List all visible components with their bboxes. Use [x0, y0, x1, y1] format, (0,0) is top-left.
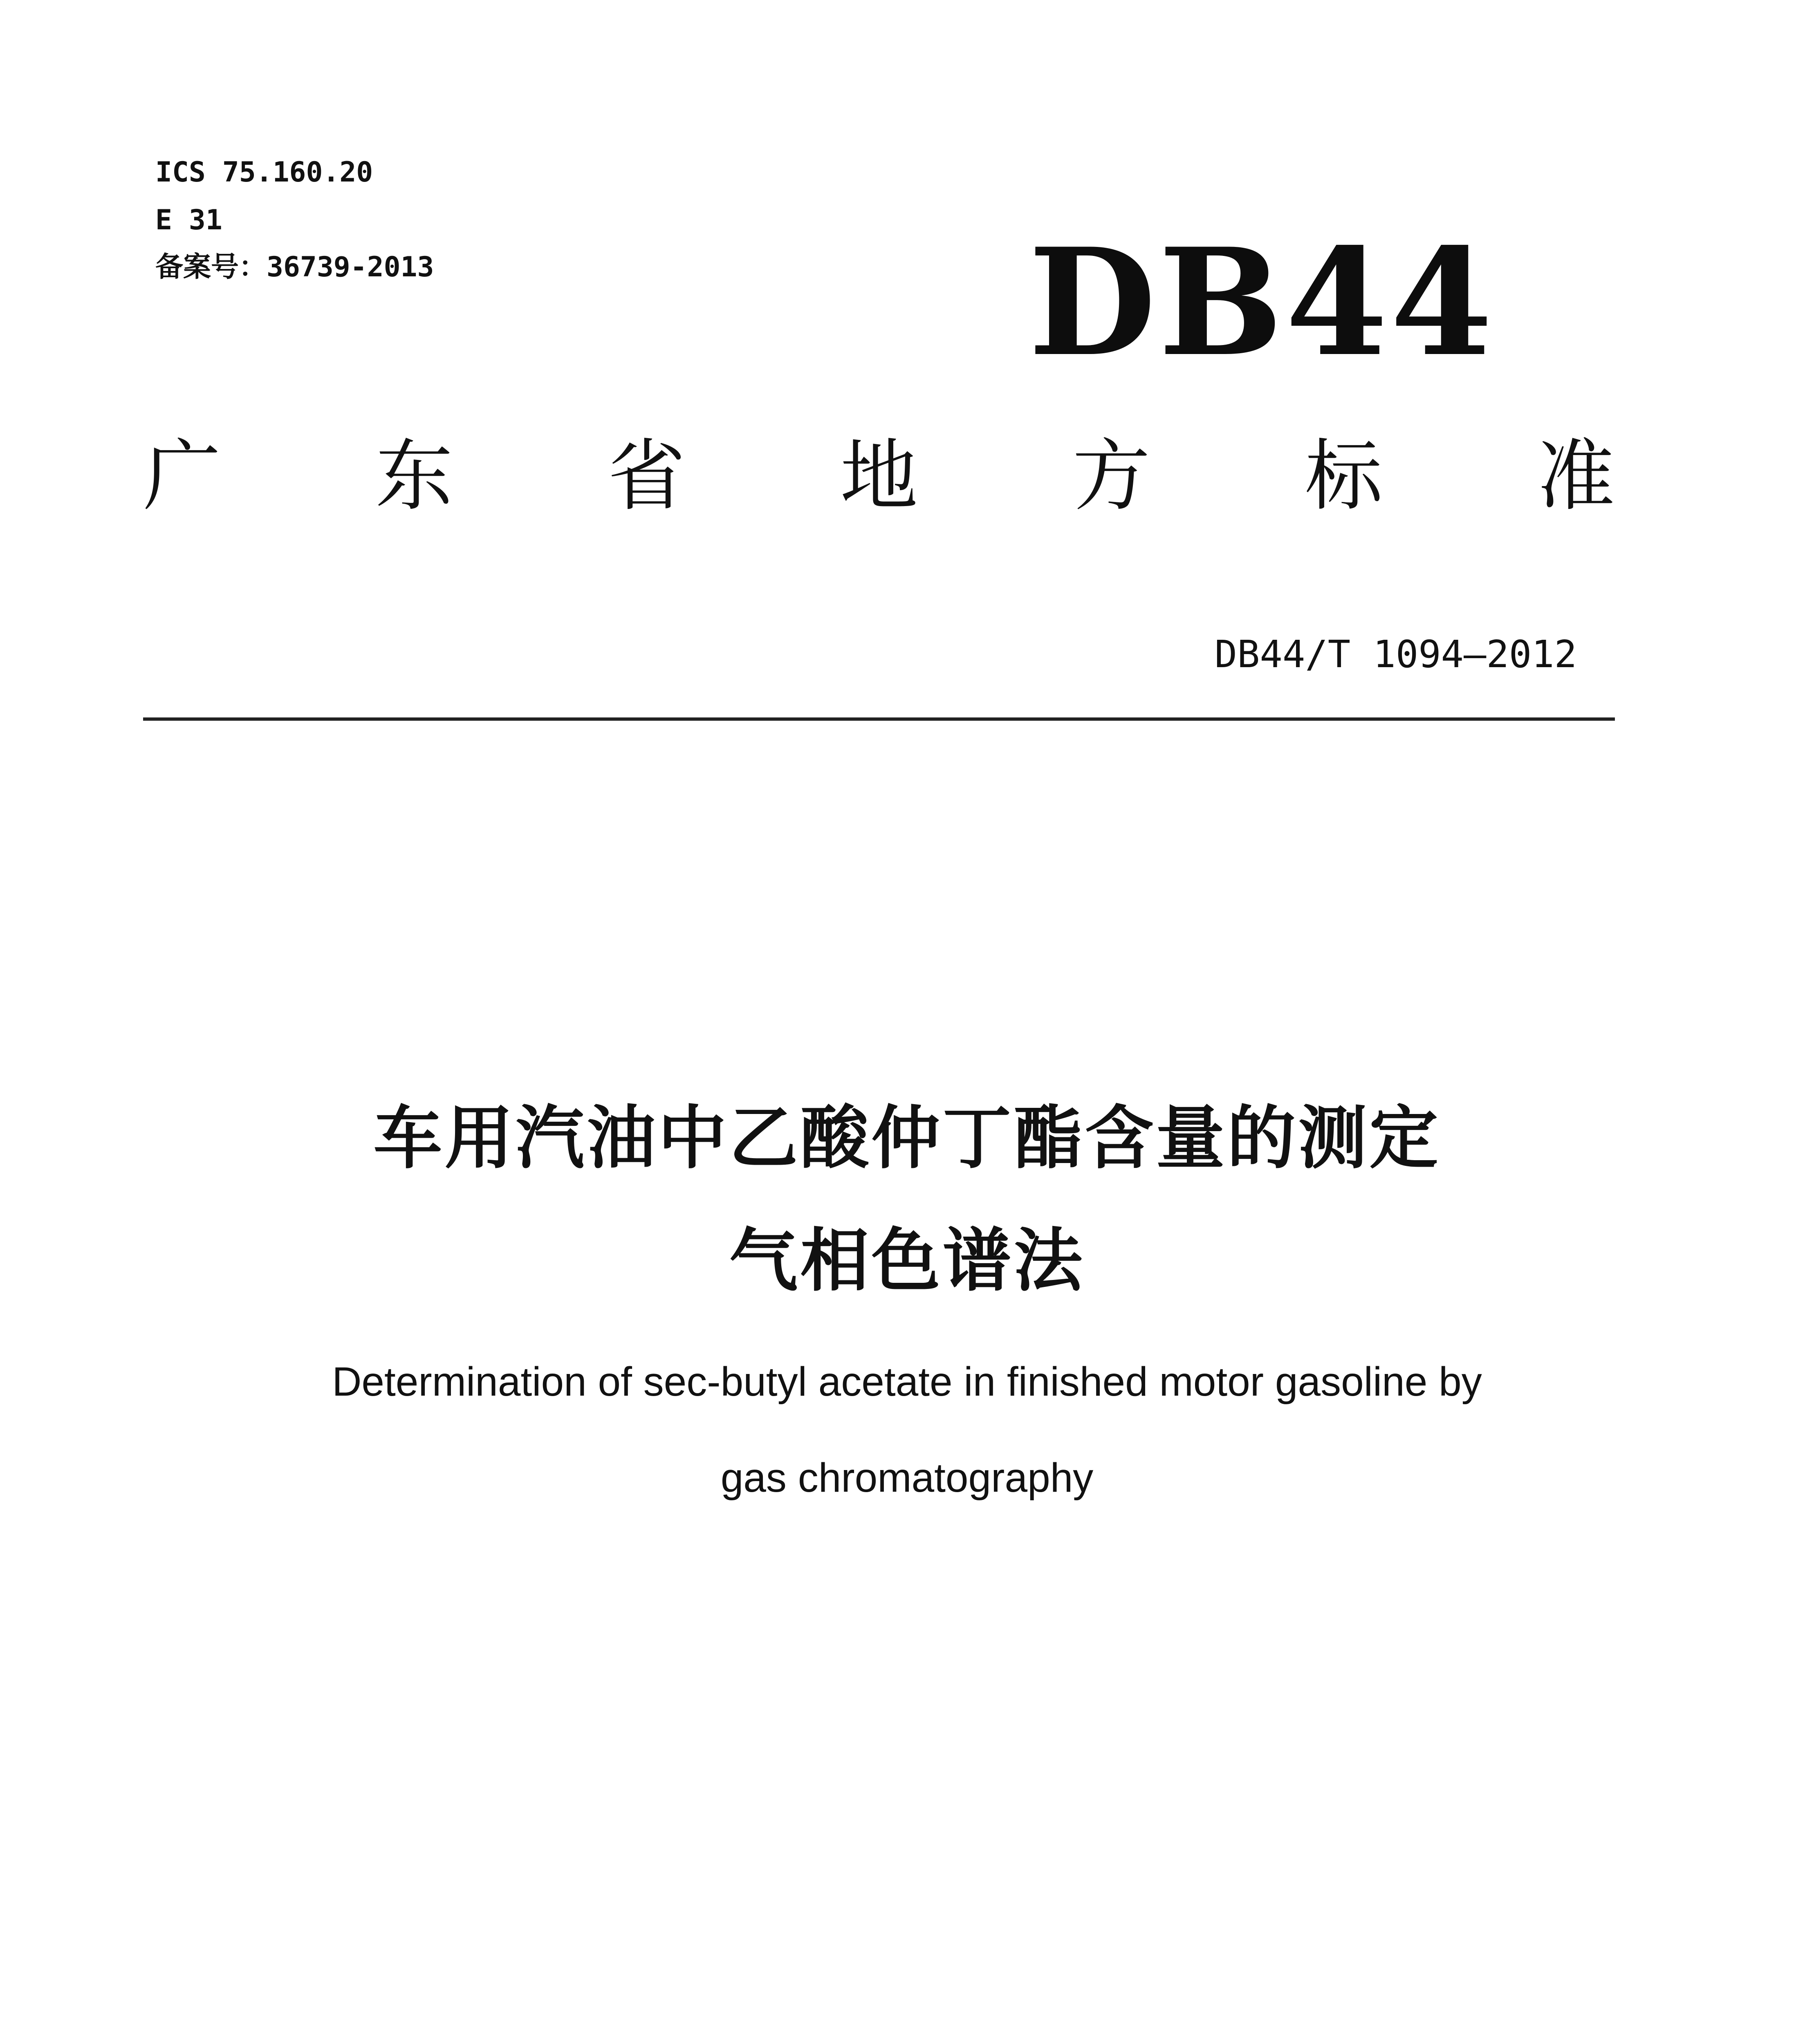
title-english-line-1: Determination of sec-butyl acetate in finished motor gasoline by [332, 1359, 1482, 1405]
category-char: 标 [1305, 431, 1383, 521]
standard-category [143, 431, 1615, 521]
title-chinese-line-2: 气相色谱法 [729, 1221, 1085, 1301]
standard-number: DB44/T 1094—2012 [1214, 632, 1577, 676]
title-english-line-2: gas chromatography [720, 1455, 1094, 1501]
category-char: 广 [143, 431, 221, 521]
category-char: 方 [1072, 431, 1150, 521]
ccs-code: E 31 [155, 204, 222, 236]
record-number: 备案号：36739-2013 [155, 251, 434, 283]
category-char: 地 [840, 431, 918, 521]
standard-logo: DB44 [1028, 216, 1495, 389]
top-divider [143, 717, 1615, 721]
category-char: 东 [375, 431, 453, 521]
ics-code: ICS 75.160.20 [155, 156, 373, 188]
category-char: 准 [1537, 431, 1615, 521]
category-char: 省 [608, 431, 686, 521]
title-chinese-line-1: 车用汽油中乙酸仲丁酯含量的测定 [373, 1098, 1441, 1178]
